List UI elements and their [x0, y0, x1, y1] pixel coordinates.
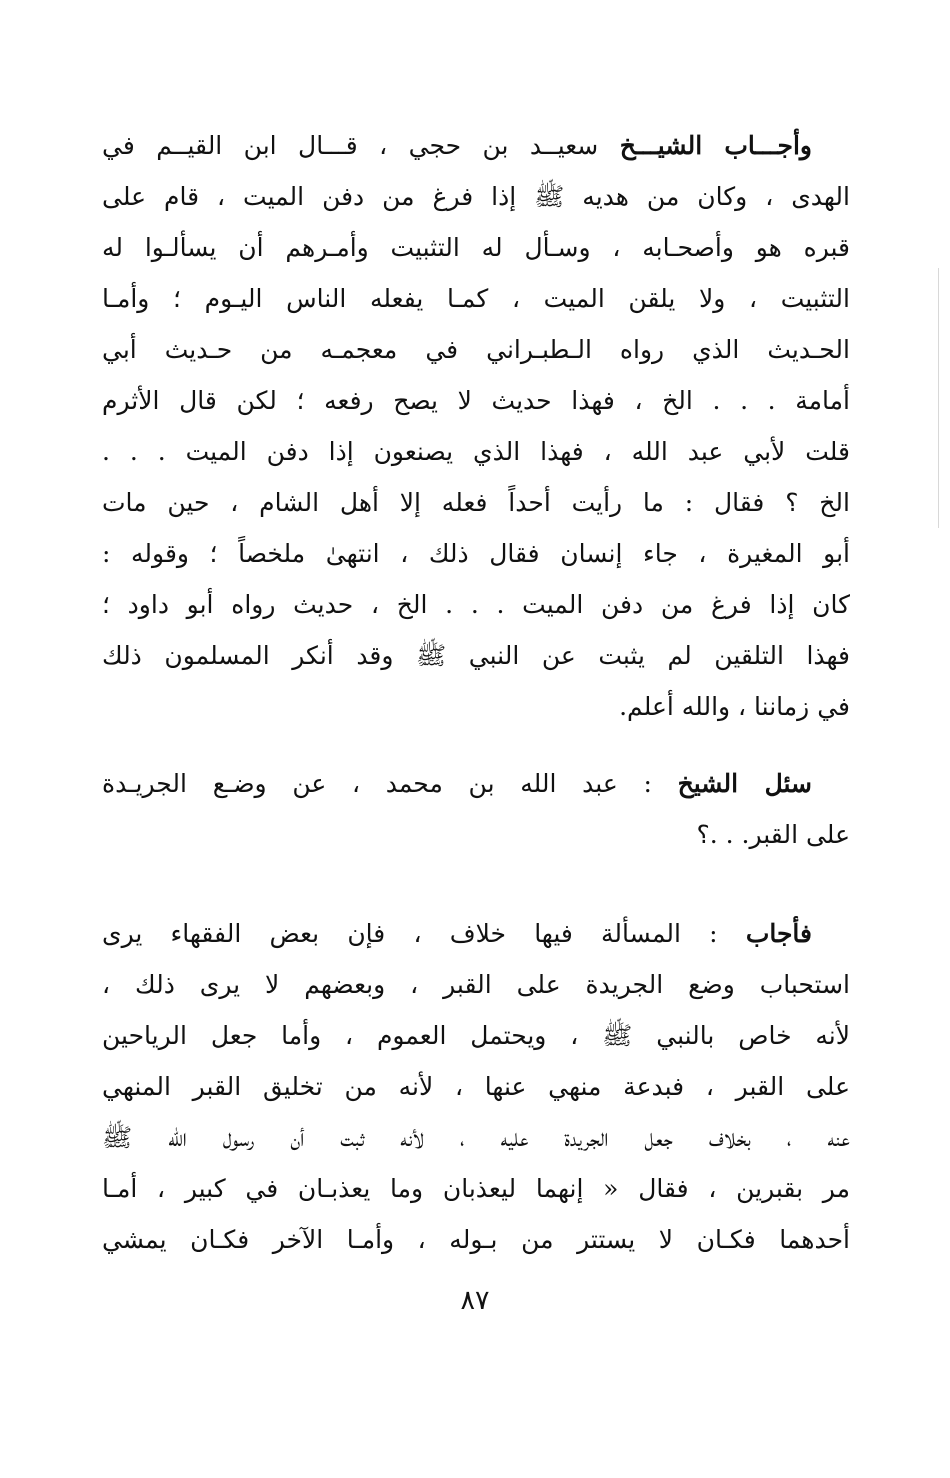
- paragraph-question-abdullah: [102, 758, 850, 860]
- speaker-label: فأجاب: [745, 919, 812, 948]
- text-line: على القبر ، فبدعة منهي عنها ، لأنه من تخليق القبر المنهي: [102, 1072, 850, 1101]
- speaker-label: وأجـــاب الشيـــخ: [619, 131, 812, 160]
- text-line: التثبيت ، ولا يلقن الميت ، كمـا يفعله الناس اليـوم ؛ وأمـا: [102, 284, 850, 313]
- text-line: مر بقبرين ، فقال « إنهما ليعذبان وما يعذبـان في كبير ، أمـا: [102, 1174, 850, 1203]
- text-line: كان إذا فرغ من دفن الميت . . . الخ ، حديث رواه أبو داود ؛: [102, 590, 850, 619]
- text-line: فهذا التلقين لم يثبت عن النبي ﷺ وقد أنكر المسلمون ذلك: [102, 641, 850, 670]
- paragraph-answer-palm-frond: [102, 908, 850, 1265]
- text-line: أبو المغيرة ، جاء إنسان فقال ذلك ، انتهىٰ ملخصاً ؛ وقوله :: [102, 539, 850, 568]
- page-edge-mark: [938, 268, 939, 528]
- text-line: في زماننا ، والله أعلم.: [619, 692, 850, 721]
- text-line: الحـديث الذي رواه الـطبـراني في معجمـه من حـديث أبي: [102, 335, 850, 364]
- text-line: عنه ، بخلاف جعل الجريدة عليه ، لأنه ثبت أن رسول الله ﷺ: [102, 1123, 850, 1152]
- text-line: أحدهما فكـان لا يستتر من بـوله ، وأمـا الآخر فكـان يمشي: [102, 1225, 850, 1254]
- text-line: أمامة . . . الخ ، فهذا حديث لا يصح رفعه ؛ لكن قال الأثرم: [102, 386, 850, 415]
- text-line: قلت لأبي عبد الله ، فهذا الذي يصنعون إذا دفن الميت . . .: [102, 437, 850, 466]
- text-line: الهدى ، وكان من هديه ﷺ إذا فرغ من دفن الميت ، قام على: [102, 182, 850, 211]
- text-line: سئل الشيخ : عبد الله بن محمد ، عن وضـع الجريـدة: [102, 769, 812, 798]
- page-number: ٨٧: [460, 1285, 490, 1316]
- text-line: فأجاب : المسألة فيها خلاف ، فإن بعض الفقهاء يرى: [102, 919, 812, 948]
- text-line: على القبر. . .؟: [696, 820, 850, 849]
- text-line: وأجـــاب الشيـــخ سعيــد بن حجي ، قـــال ابن القيــم في: [102, 131, 812, 160]
- text-line: لأنه خاص بالنبي ﷺ ، ويحتمل العموم ، وأما جعل الرياحين: [102, 1021, 850, 1050]
- text-line: الخ ؟ فقال : ما رأيت أحداً فعله إلا أهل الشام ، حين مات: [102, 488, 850, 517]
- paragraph-answer-said-bin-hajji: [102, 120, 850, 732]
- speaker-label: سئل الشيخ: [677, 769, 812, 798]
- text-line: قبره هو وأصحـابه ، وسـأل له التثبيت وأمـرهم أن يسألـوا له: [102, 233, 850, 262]
- text-line: استحباب وضع الجريدة على القبر ، وبعضهم لا يرى ذلك ،: [102, 970, 850, 999]
